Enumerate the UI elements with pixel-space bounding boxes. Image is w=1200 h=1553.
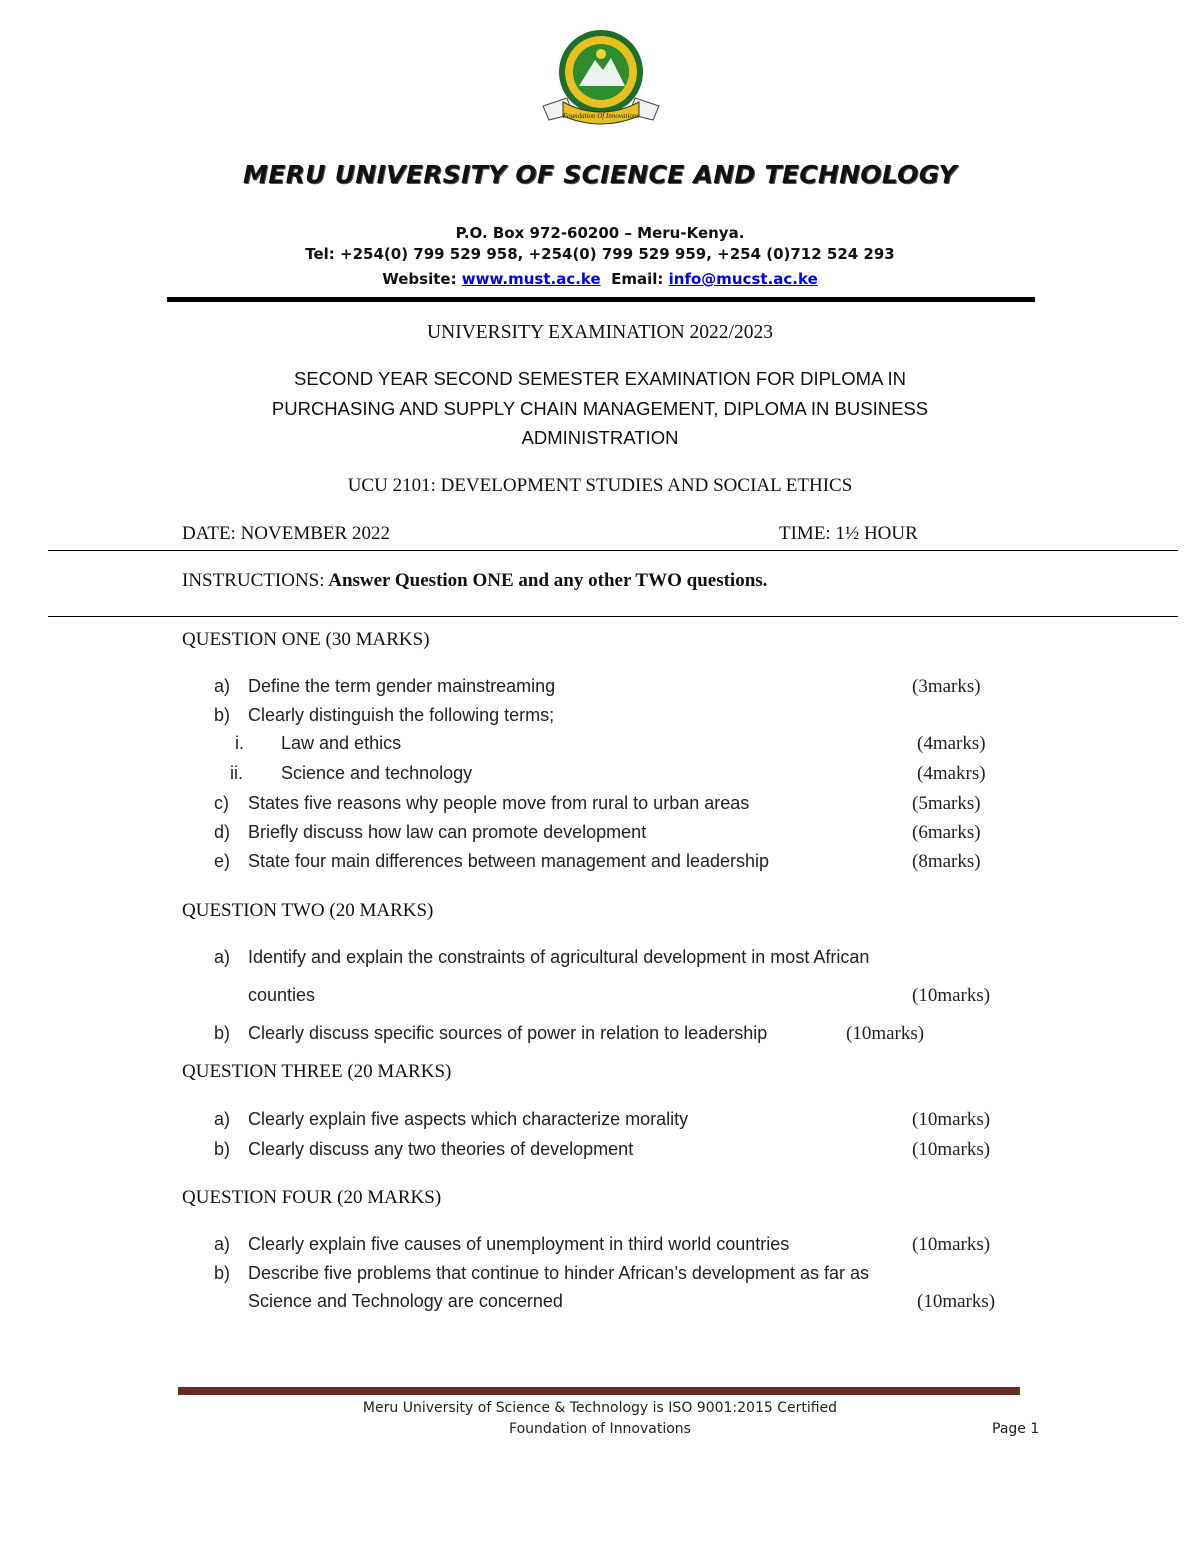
question-two-a (0, 947, 1200, 971)
university-logo (537, 28, 665, 132)
item-marks: (4makrs) (917, 763, 986, 784)
question-two-heading: QUESTION TWO (20 MARKS) (182, 900, 434, 921)
item-marks: (3marks) (912, 676, 981, 697)
question-three-a (0, 1109, 1200, 1133)
item-marks: (10marks) (912, 1234, 991, 1255)
item-text: Clearly discuss specific sources of power in relation to leadership (248, 1023, 768, 1043)
address: P.O. Box 972-60200 – Meru-Kenya. (455, 224, 745, 242)
date-divider (48, 550, 1178, 551)
item-marks: (8marks) (912, 851, 981, 872)
footer-certification: Meru University of Science & Technology is ISO 9001:2015 Certified (362, 1400, 838, 1416)
instructions-label: INSTRUCTIONS: (182, 570, 325, 591)
question-three-b (0, 1139, 1200, 1163)
item-label: e) (214, 851, 231, 871)
website-link[interactable]: www.must.ac.ke (461, 270, 601, 288)
question-one-d (0, 822, 1200, 846)
item-label: a) (214, 947, 231, 967)
exam-date: DATE: NOVEMBER 2022 (182, 523, 390, 544)
programme-line-1: SECOND YEAR SECOND SEMESTER EXAMINATION FOR DIPLOMA IN (294, 368, 906, 389)
instructions-text: Answer Question ONE and any other TWO questions. (324, 570, 768, 591)
item-marks: (10marks) (912, 985, 991, 1006)
item-text: Clearly explain five aspects which characterize morality (248, 1109, 689, 1129)
item-text: Science and Technology are concerned (248, 1291, 563, 1311)
item-label: a) (214, 1109, 231, 1129)
item-label: d) (214, 822, 231, 842)
item-label: b) (214, 1139, 231, 1159)
item-text: State four main differences between management and leadership (248, 851, 769, 871)
page-number: Page 1 (992, 1421, 1040, 1437)
item-marks: (10marks) (917, 1291, 996, 1312)
item-label: i. (235, 733, 244, 753)
instructions (182, 570, 767, 592)
question-one-c (0, 793, 1200, 817)
item-marks: (4marks) (917, 733, 986, 754)
item-marks: (10marks) (912, 1109, 991, 1130)
item-marks: (5marks) (912, 793, 981, 814)
question-one-a (0, 676, 1200, 700)
item-label: b) (214, 705, 231, 725)
item-text: Clearly discuss any two theories of development (248, 1139, 634, 1159)
question-two-b (0, 1023, 1200, 1047)
item-text: Science and technology (281, 763, 473, 783)
website-label: Website: (382, 270, 462, 288)
item-text: Define the term gender mainstreaming (248, 676, 556, 696)
item-marks: (10marks) (912, 1139, 991, 1160)
question-four-b-cont (0, 1291, 1200, 1315)
question-four-a (0, 1234, 1200, 1258)
footer-motto: Foundation of Innovations (509, 1421, 691, 1437)
question-one-heading: QUESTION ONE (30 MARKS) (182, 629, 430, 650)
instructions-divider (48, 616, 1178, 617)
university-name: MERU UNIVERSITY OF SCIENCE AND TECHNOLOGY (243, 160, 957, 189)
item-label: a) (214, 676, 231, 696)
question-one-b (0, 705, 1200, 729)
item-text: Clearly explain five causes of unemployment in third world countries (248, 1234, 790, 1254)
item-label: b) (214, 1023, 231, 1043)
item-text: Law and ethics (281, 733, 402, 753)
question-four-heading: QUESTION FOUR (20 MARKS) (182, 1187, 442, 1208)
item-text: Describe five problems that continue to hinder African’s development as far as (248, 1263, 869, 1283)
exam-time: TIME: 1½ HOUR (779, 523, 918, 544)
email-label: Email: (611, 270, 669, 288)
logo-motto: Foundation Of Innovations (562, 112, 640, 120)
item-text: States five reasons why people move from rural to urban areas (248, 793, 750, 813)
item-label: ii. (230, 763, 243, 783)
item-marks: (6marks) (912, 822, 981, 843)
item-label: b) (214, 1263, 231, 1283)
question-four-b (0, 1263, 1200, 1287)
item-marks: (10marks) (846, 1023, 925, 1044)
item-text: Identify and explain the constraints of agricultural development in most African (248, 947, 870, 967)
email-link[interactable]: info@mucst.ac.ke (668, 270, 818, 288)
item-label: c) (214, 793, 229, 813)
question-one-b-i (0, 733, 1200, 757)
programme-line-2: PURCHASING AND SUPPLY CHAIN MANAGEMENT, DIPLOMA IN BUSINESS (271, 398, 929, 419)
programme-line-3: ADMINISTRATION (521, 427, 679, 448)
web-email-line (0, 270, 1200, 288)
telephone: Tel: +254(0) 799 529 958, +254(0) 799 529 959, +254 (0)712 524 293 (305, 245, 895, 263)
item-text: Briefly discuss how law can promote development (248, 822, 647, 842)
item-label: a) (214, 1234, 231, 1254)
question-one-e (0, 851, 1200, 875)
question-three-heading: QUESTION THREE (20 MARKS) (182, 1061, 452, 1082)
footer-divider (178, 1387, 1020, 1395)
exam-title: UNIVERSITY EXAMINATION 2022/2023 (427, 322, 773, 343)
question-two-a-cont (0, 985, 1200, 1009)
item-text: Clearly distinguish the following terms; (248, 705, 555, 725)
question-one-b-ii (0, 763, 1200, 787)
header-divider (167, 297, 1035, 302)
course-title: UCU 2101: DEVELOPMENT STUDIES AND SOCIAL ETHICS (347, 475, 853, 496)
item-text: counties (248, 985, 316, 1005)
